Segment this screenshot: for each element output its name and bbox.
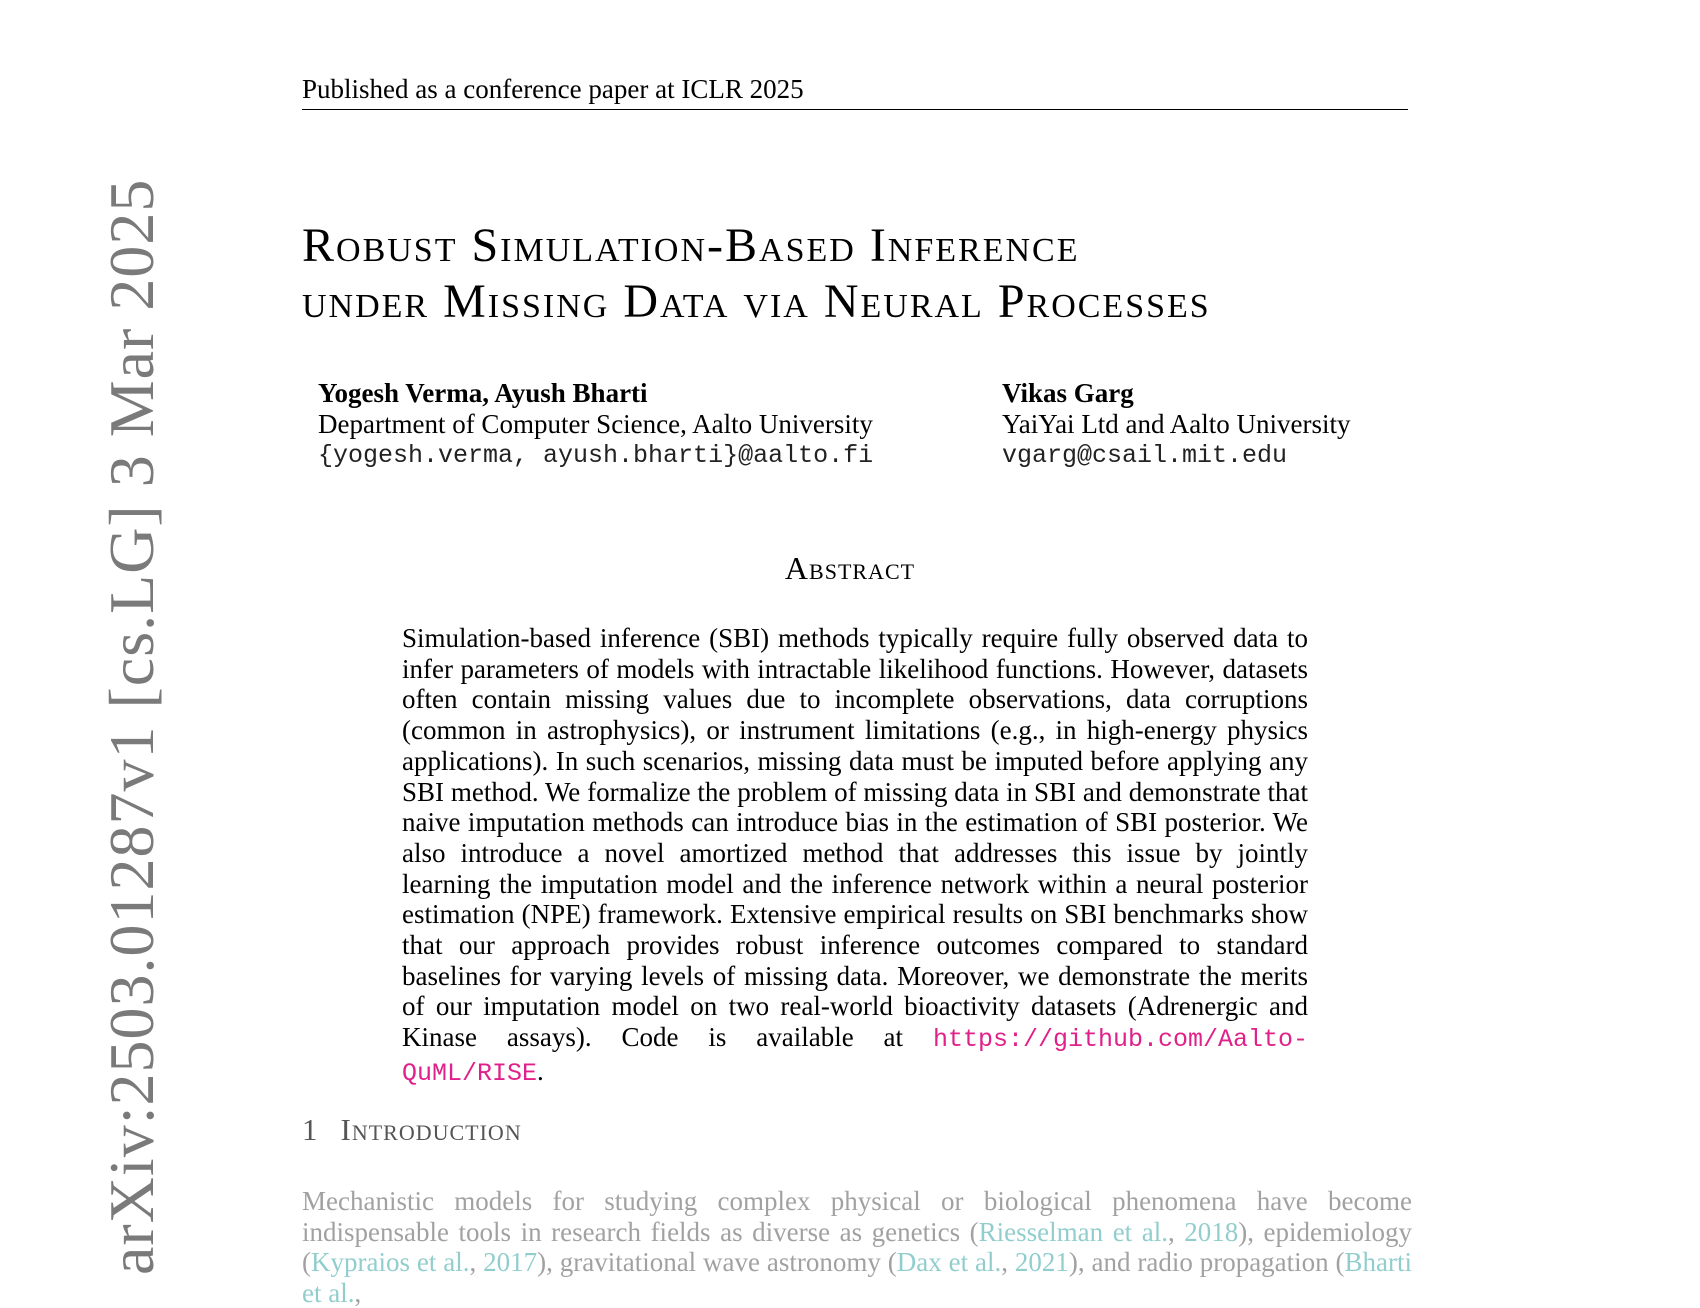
citation-year-link[interactable]: 2017 (483, 1247, 538, 1277)
intro-text-segment: Mechanistic models for studying complex physical or biological phenomena have become indispensable tools in research fields as diverse as genetics ( (302, 1186, 1412, 1247)
abstract-heading: Abstract (784, 550, 916, 586)
citation-link[interactable]: Riesselman et al. (978, 1216, 1168, 1247)
intro-text-segment: , (354, 1277, 362, 1308)
abstract-text: Simulation-based inference (SBI) methods typically require fully observed data to infer parameters of models with intractable likelihood functions. However, datasets often contain missing values due to incomplete observations, data corruptions (common in astrophysics), or instrument limitations (e.g., in high-energy physics applications). In such scenarios, missing data must be imputed before applying any SBI method. We formalize the problem of missing data in SBI and demonstrate that naive imputation methods can introduce bias in the estimation of SBI posterior. We also introduce a novel amortized method that addresses this issue by jointly learning the imputation model and the inference network within a neural posterior estimation (NPE) framework. Extensive empirical results on SBI benchmarks show that our approach provides robust inference outcomes compared to standard baselines for varying levels of missing data. Moreover, we demonstrate the merits of our imputation model on two real-world bioactivity datasets (Adrenergic and Kinase assays). Code is available at (402, 623, 1308, 1053)
paper-title (302, 218, 1502, 330)
section-heading-introduction (302, 1112, 522, 1148)
abstract-end: . (537, 1055, 544, 1086)
intro-text-segment: , (1167, 1216, 1185, 1247)
citation-link[interactable]: Kypraios et al. (311, 1247, 470, 1277)
arxiv-id-text: arXiv:2503.01287v1 [cs.LG] 3 Mar 2025 (96, 178, 167, 1275)
citation-year-link[interactable]: 2021 (1014, 1247, 1069, 1277)
intro-text-segment: , (469, 1247, 484, 1277)
author-email[interactable]: vgarg@csail.mit.edu (1002, 441, 1288, 470)
citation-link[interactable]: Dax et al. (896, 1247, 1002, 1277)
intro-text-segment: , (1001, 1247, 1015, 1277)
section-number: 1 (302, 1112, 319, 1147)
citation-link[interactable]: Bharti et al. (302, 1247, 1413, 1308)
section-title: Introduction (340, 1112, 522, 1147)
title-line-2: under Missing Data via Neural Processes (302, 275, 1211, 328)
author-names: Vikas Garg (1002, 378, 1134, 408)
author-email[interactable]: {yogesh.verma, ayush.bharti}@aalto.fi (318, 441, 874, 470)
author-block-left (318, 378, 873, 471)
running-header: Published as a conference paper at ICLR 2025 (302, 72, 1408, 110)
author-affiliation: YaiYai Ltd and Aalto University (1002, 409, 1351, 439)
intro-text-segment: ), epidemiology ( (302, 1216, 1413, 1277)
intro-paragraph (302, 1186, 1412, 1308)
author-names: Yogesh Verma, Ayush Bharti (318, 378, 648, 408)
title-line-1: Robust Simulation-Based Inference (302, 219, 1080, 272)
arxiv-watermark (0, 0, 167, 1275)
intro-text-segment: ), gravitational wave astronomy ( (537, 1247, 897, 1277)
author-block-right (1002, 378, 1351, 471)
citation-year-link[interactable]: 2018 (1184, 1216, 1239, 1247)
intro-text-segment: ), and radio propagation ( (1068, 1247, 1345, 1277)
code-link[interactable]: https://github.com/Aalto-QuML/RISE (402, 1025, 1308, 1088)
abstract-body (402, 623, 1308, 1090)
author-affiliation: Department of Computer Science, Aalto University (318, 409, 873, 439)
